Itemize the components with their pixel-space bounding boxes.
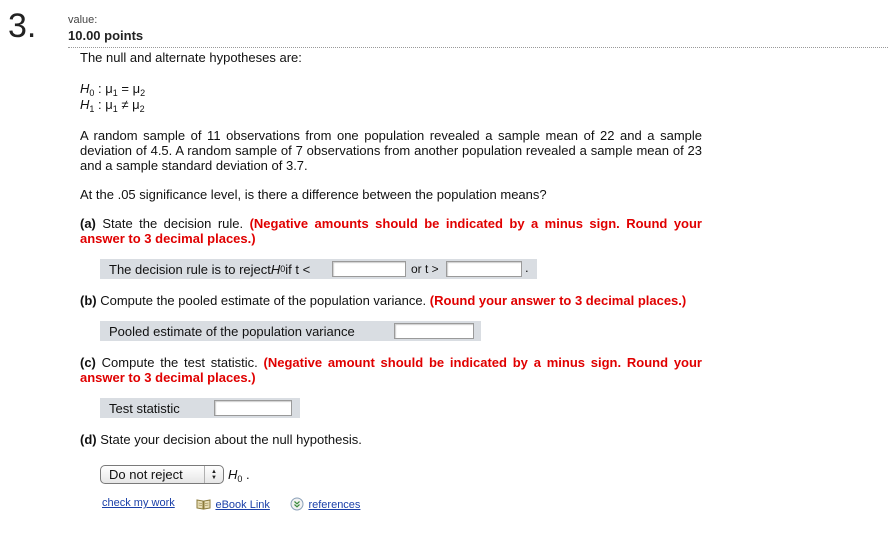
decision-select[interactable]: Do not reject ▲ ▼ [100,465,224,484]
lower-critical-value-input[interactable] [332,261,406,277]
points-value: 10.00 points [68,28,144,43]
question-text: At the .05 significance level, is there a difference between the population means? [80,187,547,202]
ebook-link-group[interactable] [196,495,270,513]
part-d-prompt: (d) State your decision about the null hypothesis. [80,432,362,447]
check-my-work-link[interactable]: check my work [102,497,175,509]
part-a-prompt: (a) State the decision rule. (Negative amounts should be indicated by a minus sign. Round your answer to 3 decimal places.) [80,216,702,246]
references-link[interactable]: references [308,499,361,511]
part-b-prompt: (b) Compute the pooled estimate of the population variance. (Round your answer to 3 decimal places.) [80,293,687,308]
problem-text: A random sample of 11 observations from one population revealed a sample mean of 22 and a sample deviation of 4.5. A random sample of 7 observations from another population revealed a sample mean of 23 and a sample standard deviation of 3.7. [80,128,702,173]
question-number: 3. [8,7,37,45]
alternate-hypothesis: $H_1$ : $\mu_1 \ne \mu_2$ [80,97,145,114]
decision-suffix: $H_0$ . [228,467,250,484]
header-divider [68,47,888,48]
test-statistic-row: Test statistic [100,398,300,418]
test-statistic-input[interactable] [214,400,292,416]
book-icon [196,497,211,509]
chevron-down-circle-icon [290,497,304,511]
intro-text: The null and alternate hypotheses are: [80,50,302,65]
select-arrows-icon: ▲ ▼ [204,466,223,483]
part-c-prompt: (c) Compute the test statistic. (Negative amount should be indicated by a minus sign. Round your answer to 3 decimal places.) [80,355,702,385]
decision-rule-row: The decision rule is to reject H 0 if t < or t > . [100,259,537,279]
references-link-group[interactable] [290,495,360,513]
pooled-variance-input[interactable] [394,323,474,339]
value-label: value: [68,14,98,26]
pooled-variance-row: Pooled estimate of the population variance [100,321,481,341]
ebook-link[interactable]: eBook Link [215,499,270,511]
upper-critical-value-input[interactable] [446,261,522,277]
null-hypothesis: $H_0$ : $\mu_1 = \mu_2$ [80,81,146,98]
